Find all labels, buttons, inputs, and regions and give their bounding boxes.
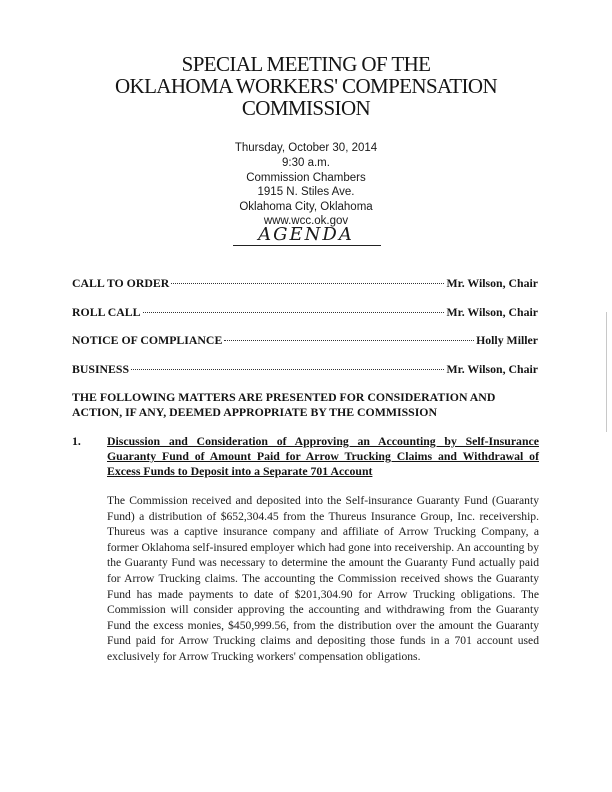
meeting-website: www.wcc.ok.gov (263, 215, 349, 227)
dot-leader (171, 283, 444, 284)
dot-leader (131, 369, 444, 370)
agenda-heading: AGENDA (258, 224, 354, 245)
agenda-item-label: CALL TO ORDER (72, 276, 170, 290)
agenda-item-roll-call (72, 305, 538, 321)
agenda-item-presenter: Mr. Wilson, Chair (446, 276, 538, 290)
agenda-item-label: BUSINESS (72, 362, 130, 376)
meeting-time: 9:30 a.m. (282, 157, 330, 169)
title-line-2: OKLAHOMA WORKERS' COMPENSATION (114, 74, 498, 98)
title-line-3: COMMISSION (241, 96, 371, 120)
business-item-body: The Commission received and deposited into the Self-insurance Guaranty Fund (Guaranty Fund) a distribution of $652,304.45 from the Thureus Insurance Group, Inc. receivership. Thureus was a captive insurance company and affiliate of Arrow Trucking Company, a former Oklahoma self-insured employer which had gone into receivership. An accounting by the Guaranty Fund was necessary to determine the amount the Guaranty Fund actually paid for Arrow Trucking claims. The accounting the Commission received shows the Guaranty Fund has made payments to date of $201,304.90 for Arrow Trucking obligations. The Commission will consider approving the accounting and withdrawing from the Guaranty Fund the excess monies, $450,999.56, from the distribution over the amount the Guaranty Fund paid for Arrow Trucking claims and depositing those funds in a 701 account used exclusively for Arrow Trucking workers' compensation obligations. (107, 494, 539, 663)
title-line-1: SPECIAL MEETING OF THE (181, 52, 431, 76)
agenda-item-notice-of-compliance (72, 333, 538, 349)
meeting-city: Oklahoma City, Oklahoma (239, 201, 373, 213)
business-item-number: 1. (72, 434, 81, 448)
agenda-item-presenter: Mr. Wilson, Chair (446, 362, 538, 376)
scan-edge-mark (606, 312, 607, 432)
agenda-item-presenter: Holly Miller (476, 333, 538, 347)
agenda-item-label: ROLL CALL (72, 305, 141, 319)
matters-statement: THE FOLLOWING MATTERS ARE PRESENTED FOR CONSIDERATION AND ACTION, IF ANY, DEEMED APPROPRIATE BY THE COMMISSION (72, 390, 496, 419)
agenda-underline (233, 245, 381, 246)
meeting-street: 1915 N. Stiles Ave. (257, 186, 355, 198)
meeting-date: Thursday, October 30, 2014 (234, 142, 378, 154)
agenda-item-call-to-order (72, 276, 538, 292)
meeting-venue: Commission Chambers (246, 172, 366, 184)
dot-leader (143, 312, 445, 313)
dot-leader (224, 340, 474, 341)
agenda-item-business (72, 362, 538, 378)
agenda-item-label: NOTICE OF COMPLIANCE (72, 333, 223, 347)
agenda-item-presenter: Mr. Wilson, Chair (446, 305, 538, 319)
business-item-title: Discussion and Consideration of Approving an Accounting by Self-Insurance Guaranty Fund of Amount Paid for Arrow Trucking Claims and Withdrawal of Excess Funds to Deposit into a Separate 701 Account (107, 434, 539, 479)
